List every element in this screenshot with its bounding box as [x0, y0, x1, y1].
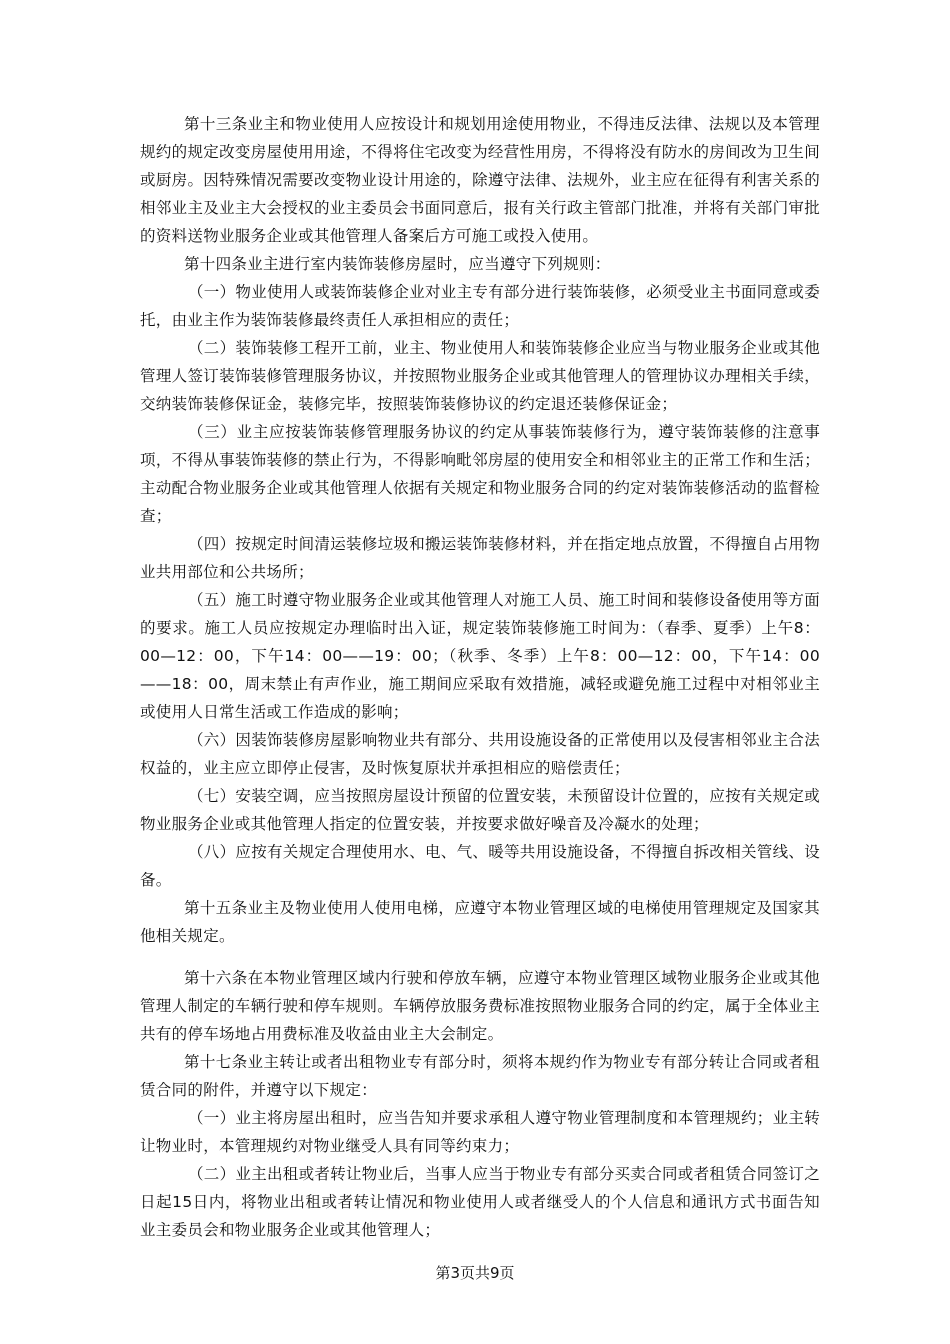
article-14-item-5: （五）施工时遵守物业服务企业或其他管理人对施工人员、施工时间和装修设备使用等方面的要求。施工人员应按规定办理临时出入证，规定装饰装修施工时间为：（春季、夏季）上午8：00—12：00，下午14：00——19：00；（秋季、冬季）上午8：00—12：00，下午14：00——18：00，周末禁止有声作业，施工期间应采取有效措施，减轻或避免施工过程中对相邻业主或使用人日常生活或工作造成的影响； — [140, 591, 821, 721]
article-16: 第十六条在本物业管理区域内行驶和停放车辆，应遵守本物业管理区域物业服务企业或其他管理人制定的车辆行驶和停车规则。车辆停放服务费标准按照物业服务合同的约定，属于全体业主共有的停车场地占用费标准及收益由业主大会制定。 — [140, 969, 820, 1043]
article-14: 第十四条业主进行室内装饰装修房屋时，应当遵守下列规则： — [184, 255, 611, 273]
article-14-item-4: （四）按规定时间清运装修垃圾和搬运装饰装修材料，并在指定地点放置，不得擅自占用物业共用部位和公共场所； — [140, 535, 821, 581]
page-number: 第3页共9页 — [435, 1264, 515, 1282]
article-14-item-8: （八）应按有关规定合理使用水、电、气、暖等共用设施设备，不得擅自拆改相关管线、设备。 — [140, 843, 821, 889]
document-body — [140, 110, 820, 1244]
article-14-item-3: （三）业主应按装饰装修管理服务协议的约定从事装饰装修行为，遵守装饰装修的注意事项，不得从事装饰装修的禁止行为，不得影响毗邻房屋的使用安全和相邻业主的正常工作和生活；主动配合物业服务企业或其他管理人依据有关规定和物业服务合同的约定对装饰装修活动的监督检查； — [140, 423, 820, 525]
article-17-item-2: （二）业主出租或者转让物业后，当事人应当于物业专有部分买卖合同或者租赁合同签订之日起15日内，将物业出租或者转让情况和物业使用人或者继受人的个人信息和通讯方式书面告知业主委员会和物业服务企业或其他管理人； — [140, 1165, 821, 1239]
article-15: 第十五条业主及物业使用人使用电梯，应遵守本物业管理区域的电梯使用管理规定及国家其他相关规定。 — [140, 899, 820, 945]
article-14-item-1: （一）物业使用人或装饰装修企业对业主专有部分进行装饰装修，必须受业主书面同意或委托，由业主作为装饰装修最终责任人承担相应的责任； — [140, 283, 821, 329]
article-17-item-1: （一）业主将房屋出租时，应当告知并要求承租人遵守物业管理制度和本管理规约；业主转让物业时，本管理规约对物业继受人具有同等约束力； — [140, 1109, 821, 1155]
article-17: 第十七条业主转让或者出租物业专有部分时，须将本规约作为物业专有部分转让合同或者租赁合同的附件，并遵守以下规定： — [140, 1053, 820, 1099]
article-14-item-2: （二）装饰装修工程开工前，业主、物业使用人和装饰装修企业应当与物业服务企业或其他管理人签订装饰装修管理服务协议，并按照物业服务企业或其他管理人的管理协议办理相关手续，交纳装饰装修保证金，装修完毕，按照装饰装修协议的约定退还装修保证金； — [140, 339, 821, 413]
article-14-item-6: （六）因装饰装修房屋影响物业共有部分、共用设施设备的正常使用以及侵害相邻业主合法权益的，业主应立即停止侵害，及时恢复原状并承担相应的赔偿责任； — [140, 731, 821, 777]
article-14-item-7: （七）安装空调，应当按照房屋设计预留的位置安装，未预留设计位置的，应按有关规定或物业服务企业或其他管理人指定的位置安装，并按要求做好噪音及冷凝水的处理； — [140, 787, 821, 833]
article-13: 第十三条业主和物业使用人应按设计和规划用途使用物业，不得违反法律、法规以及本管理规约的规定改变房屋使用用途，不得将住宅改变为经营性用房，不得将没有防水的房间改为卫生间或厨房。因特殊情况需要改变物业设计用途的，除遵守法律、法规外，业主应在征得有利害关系的相邻业主及业主大会授权的业主委员会书面同意后，报有关行政主管部门批准，并将有关部门审批的资料送物业服务企业或其他管理人备案后方可施工或投入使用。 — [140, 115, 820, 245]
